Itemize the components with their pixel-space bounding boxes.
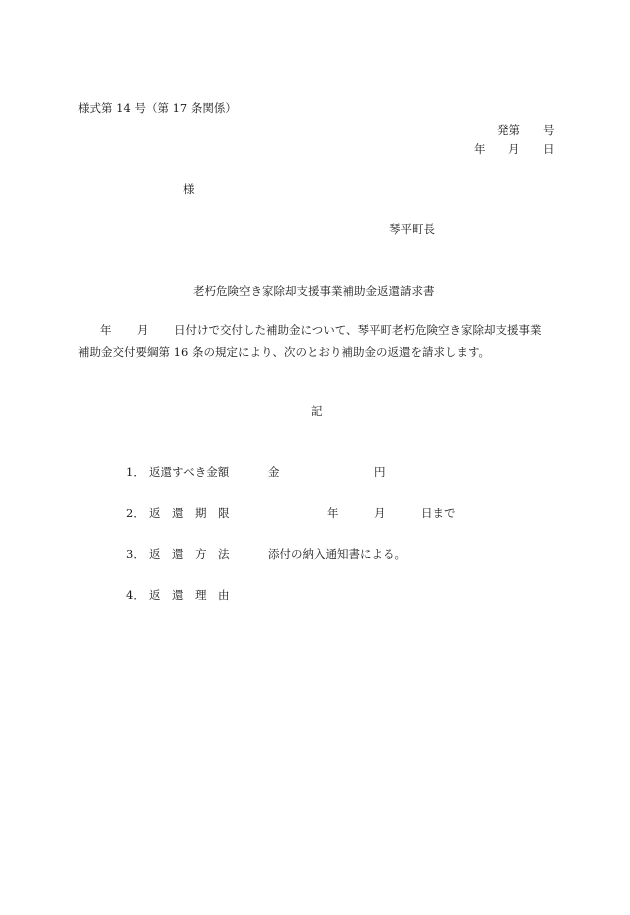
deadline-month: 月 [374,506,386,520]
amount-yen: 円 [374,465,386,479]
item-number: 4． [126,588,145,602]
item-label-method: 返 還 方 法 [149,547,230,561]
body-line2-text: 補助金交付要綱第 16 条の規定により、次のとおり補助金の返還を請求します。 [78,345,491,359]
amount-kin: 金 [268,465,280,479]
item-number: 1． [126,465,145,479]
date-month: 月 [508,142,520,156]
item-label-deadline: 返 還 期 限 [149,506,230,520]
deadline-until: 日まで [421,506,456,520]
deadline-year: 年 [327,506,339,520]
body-line1-text: 日付けで交付した補助金について、琴平町老朽危険空き家除却支援事業 [174,323,542,337]
form-label: 様式第 14 号（第 17 条関係） [78,101,237,115]
item-label-reason: 返 還 理 由 [149,588,230,602]
ki-marker: 記 [311,404,323,418]
item-number: 2． [126,506,145,520]
document-title: 老朽危険空き家除却支援事業補助金返還請求書 [193,284,435,298]
body-month: 月 [137,323,149,337]
issue-number-suffix: 号 [543,123,555,137]
date-day: 日 [543,142,555,156]
item-number: 3． [126,547,145,561]
date-year: 年 [474,142,486,156]
method-value: 添付の納入通知書による。 [268,547,406,561]
item-label-amount: 返還すべき金額 [149,465,230,479]
body-year: 年 [100,323,112,337]
addressee-honorific: 様 [183,182,195,196]
issue-number-prefix: 発第 [497,123,520,137]
issuer: 琴平町長 [389,222,435,236]
